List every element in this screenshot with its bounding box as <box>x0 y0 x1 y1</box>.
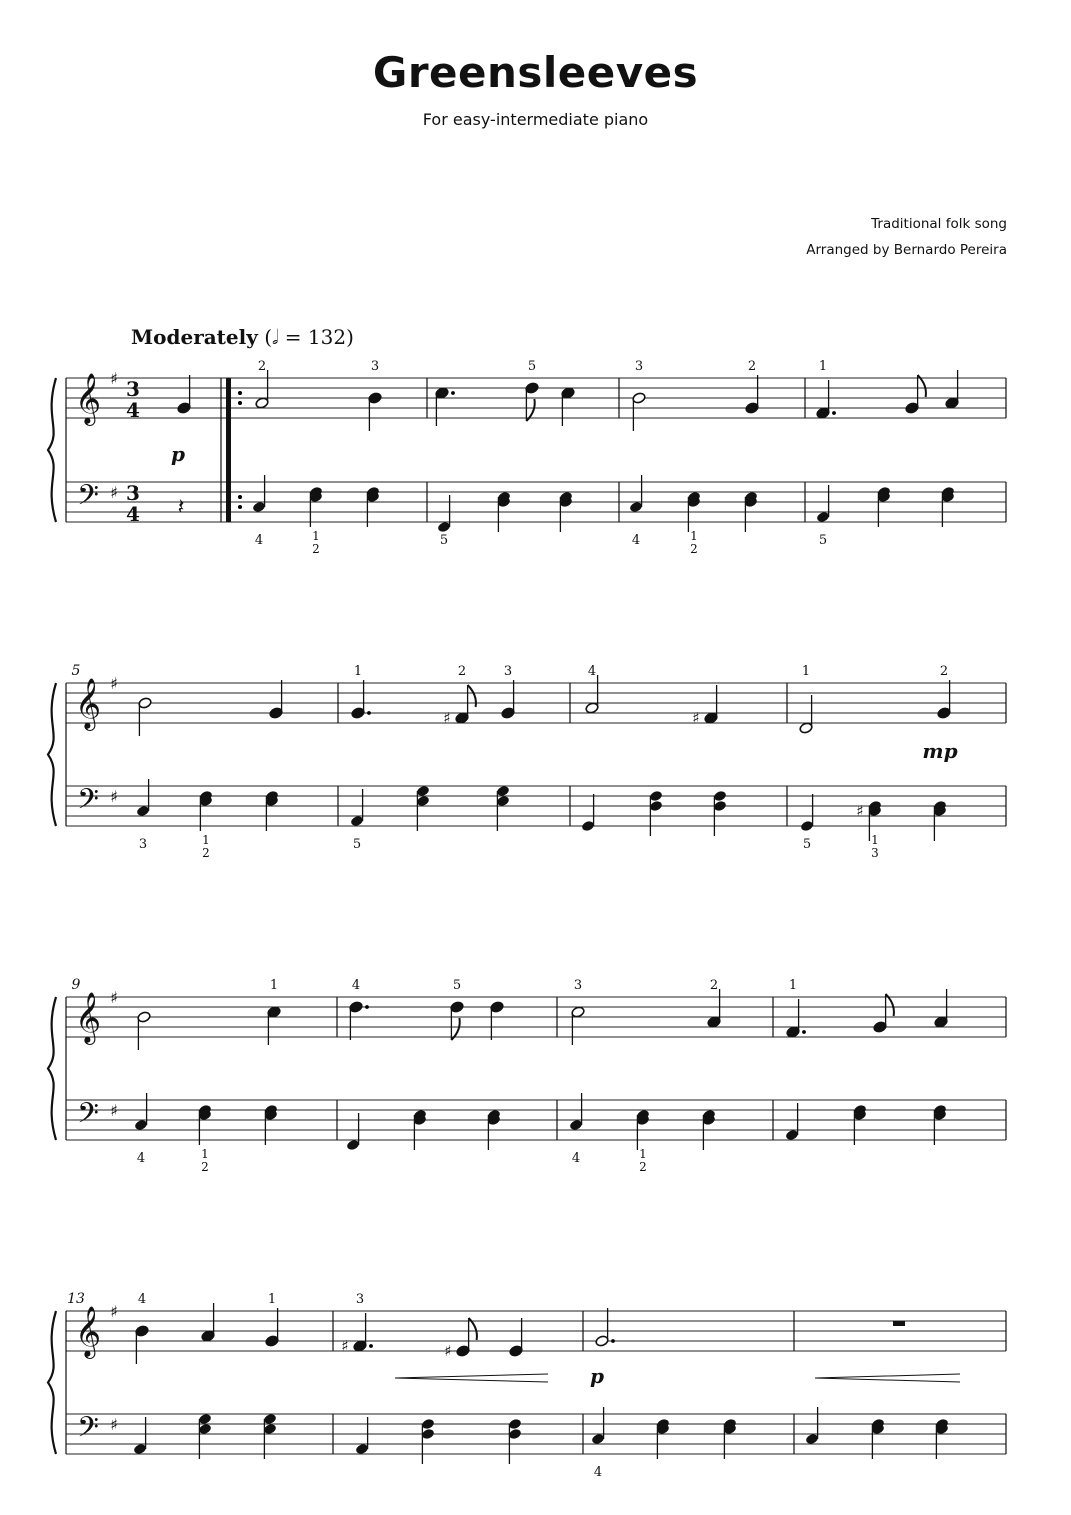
tempo-word: Moderately <box>131 325 258 349</box>
bass-clef-icon: 𝄢 <box>77 1411 99 1451</box>
fingering-label: 1 <box>871 833 879 847</box>
measure-number: 13 <box>67 1291 85 1307</box>
fingering-label: 2 <box>639 1160 647 1174</box>
fingering-label: 3 <box>573 978 583 993</box>
treble-clef-icon: 𝄞 <box>74 1306 102 1357</box>
fingering-label: 4 <box>254 533 264 548</box>
time-signature-bottom: 4 <box>126 502 140 526</box>
fingering-label: 5 <box>818 533 828 548</box>
fingering-label: 2 <box>312 542 320 556</box>
fingering-label: 3 <box>355 1292 365 1307</box>
fingering-label: 4 <box>631 533 641 548</box>
composer-credit: Traditional folk song <box>871 216 1007 232</box>
fingering-label: 4 <box>136 1151 146 1166</box>
bass-clef-icon: 𝄢 <box>77 783 99 823</box>
fingering-label: 2 <box>257 359 267 374</box>
key-signature-sharp-icon: ♯ <box>110 369 118 388</box>
repeat-dot <box>238 495 242 499</box>
brace <box>48 378 56 522</box>
fingering-label: 2 <box>202 846 210 860</box>
time-signature-bottom: 4 <box>126 398 140 422</box>
sharp-accidental-icon: ♯ <box>692 709 700 727</box>
arranger-credit: Arranged by Bernardo Pereira <box>806 242 1007 258</box>
brace <box>48 683 56 826</box>
crescendo-hairpin <box>815 1374 960 1382</box>
piece-title: Greensleeves <box>372 48 699 97</box>
whole-rest <box>893 1321 905 1326</box>
key-signature-sharp-icon: ♯ <box>110 1101 118 1120</box>
brace <box>48 1311 56 1454</box>
system-4 <box>48 1311 1006 1454</box>
repeat-connector <box>226 418 231 482</box>
diminuendo-hairpin <box>395 1374 548 1382</box>
sharp-accidental-icon: ♯ <box>444 1342 452 1360</box>
quarter-rest-icon: 𝄽 <box>177 495 185 520</box>
fingering-label: 1 <box>788 978 798 993</box>
dynamic-piano: p <box>590 1364 604 1388</box>
measure-number: 9 <box>71 977 81 993</box>
sharp-accidental-icon: ♯ <box>341 1337 349 1355</box>
fingering-label: 5 <box>439 533 449 548</box>
fingering-label: 5 <box>352 837 362 852</box>
measure-number: 5 <box>71 663 81 679</box>
fingering-label: 5 <box>802 837 812 852</box>
fingering-label: 1 <box>202 833 210 847</box>
repeat-dot <box>238 401 242 405</box>
key-signature-sharp-icon: ♯ <box>110 1415 118 1434</box>
piece-subtitle: For easy-intermediate piano <box>422 110 649 129</box>
sharp-accidental-icon: ♯ <box>443 709 451 727</box>
tempo-bpm: 132 <box>307 325 347 349</box>
dot <box>611 1339 615 1343</box>
fingering-label: 1 <box>312 529 320 543</box>
fingering-label: 5 <box>452 978 462 993</box>
fingering-label: 1 <box>269 978 279 993</box>
fingering-label: 5 <box>527 359 537 374</box>
treble-clef-icon: 𝄞 <box>74 992 102 1043</box>
key-signature-sharp-icon: ♯ <box>110 1302 118 1321</box>
fingering-label: 3 <box>634 359 644 374</box>
dot <box>832 411 836 415</box>
fingering-label: 4 <box>137 1292 147 1307</box>
fingering-label: 2 <box>939 664 949 679</box>
sharp-accidental-icon: ♯ <box>856 802 864 820</box>
fingering-label: 1 <box>353 664 363 679</box>
tempo-note-icon: 𝅗𝅥 <box>272 325 279 349</box>
repeat-dot <box>238 391 242 395</box>
time-signature-top: 3 <box>126 377 140 401</box>
bass-clef-icon: 𝄢 <box>77 479 99 519</box>
fingering-label: 1 <box>201 1147 209 1161</box>
tempo-close-paren: ) <box>346 325 354 349</box>
fingering-label: 3 <box>138 837 148 852</box>
repeat-thick-barline <box>226 378 231 418</box>
fingering-label: 4 <box>587 664 597 679</box>
fingering-label: 1 <box>267 1292 277 1307</box>
fingering-label: 2 <box>709 978 719 993</box>
dot <box>451 391 455 395</box>
fingering-label: 1 <box>818 359 828 374</box>
fingering-label: 2 <box>457 664 467 679</box>
tempo-equals: = <box>284 325 302 349</box>
fingering-label: 4 <box>351 978 361 993</box>
fingering-label: 4 <box>571 1151 581 1166</box>
dot <box>802 1030 806 1034</box>
eighth-flag <box>468 685 476 707</box>
fingering-label: 2 <box>201 1160 209 1174</box>
dynamic-mezzo-piano: mp <box>922 739 958 763</box>
dot <box>367 711 371 715</box>
time-signature-top: 3 <box>126 481 140 505</box>
key-signature-sharp-icon: ♯ <box>110 988 118 1007</box>
tempo-open-paren: ( <box>264 325 273 349</box>
brace <box>48 997 56 1140</box>
fingering-label: 4 <box>593 1465 603 1480</box>
key-signature-sharp-icon: ♯ <box>110 674 118 693</box>
fingering-label: 2 <box>690 542 698 556</box>
dot <box>365 1005 369 1009</box>
dot <box>369 1344 373 1348</box>
fingering-label: 3 <box>871 846 879 860</box>
treble-clef-icon: 𝄞 <box>74 373 102 424</box>
key-signature-sharp-icon: ♯ <box>110 483 118 502</box>
key-signature-sharp-icon: ♯ <box>110 787 118 806</box>
fingering-label: 1 <box>690 529 698 543</box>
fingering-label: 2 <box>747 359 757 374</box>
dynamic-piano: p <box>171 442 185 466</box>
repeat-thick-barline <box>226 482 231 522</box>
fingering-label: 3 <box>370 359 380 374</box>
fingering-label: 1 <box>639 1147 647 1161</box>
repeat-dot <box>238 505 242 509</box>
treble-clef-icon: 𝄞 <box>74 678 102 729</box>
bass-clef-icon: 𝄢 <box>77 1097 99 1137</box>
fingering-label: 3 <box>503 664 513 679</box>
fingering-label: 1 <box>801 664 811 679</box>
